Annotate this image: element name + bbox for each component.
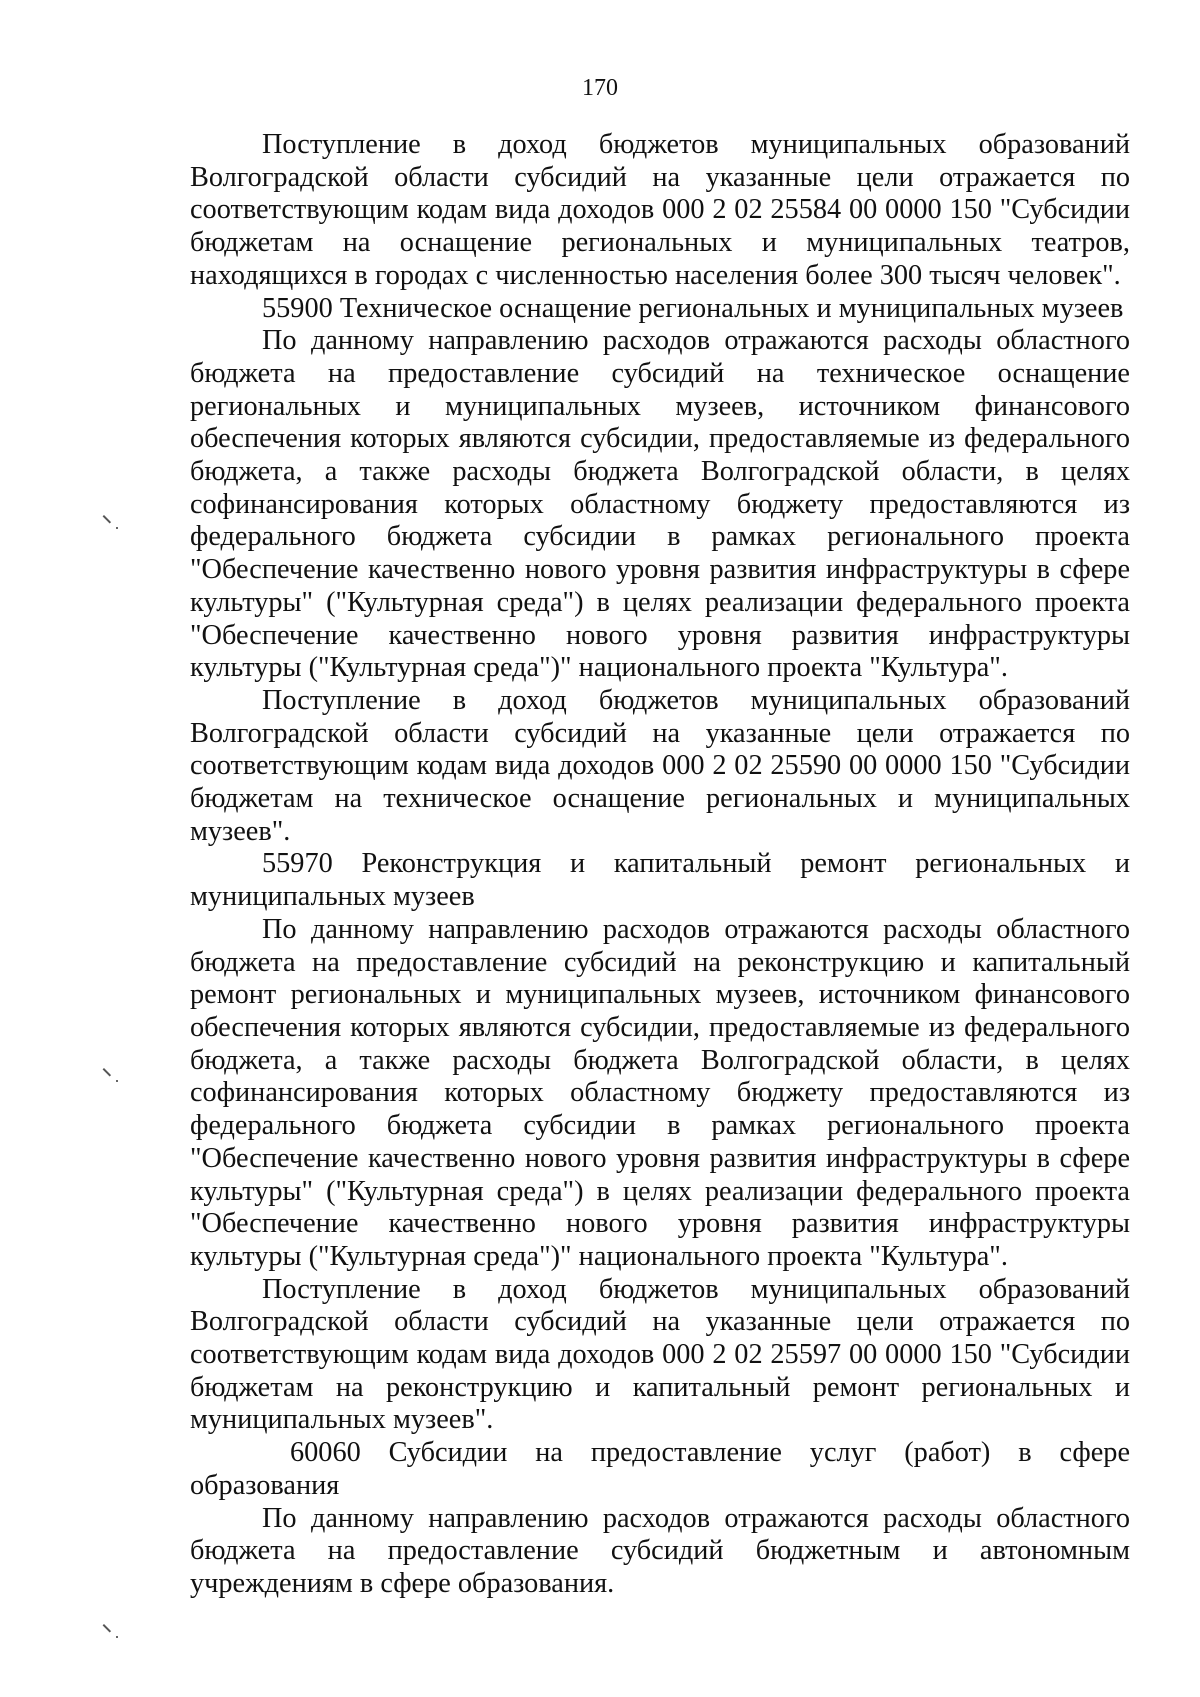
document-body <box>190 129 1130 1601</box>
paragraph-income-theatres: Поступление в доход бюджетов муниципальных образований Волгоградской области субсидий на указанные цели отражается по соответствующим кодам вида доходов 000 2 02 25584 00 0000 150 "Субсидии бюджетам на оснащение региональных и муниципальных театров, находящихся в городах с численностью населения более 300 тысяч человек". <box>190 129 1130 291</box>
page-number: 170 <box>582 75 618 101</box>
section-heading-55900: 55900 Техническое оснащение региональных и муниципальных музеев <box>262 292 1124 324</box>
paragraph-expenses-museum-reconstruction: По данному направлению расходов отражаются расходы областного бюджета на предоставление субсидий на реконструкцию и капитальный ремонт региональных и муниципальных музеев, источником финансового обеспечения которых являются субсидии, предоставляемые из федерального бюджета, а также расходы бюджета Волгоградской области, в целях софинансирования которых областному бюджету предоставляются из федерального бюджета субсидии в рамках регионального проекта "Обеспечение качественно нового уровня развития инфраструктуры в сфере культуры" ("Культурная среда") в целях реализации федерального проекта "Обеспечение качественно нового уровня развития инфраструктуры культуры ("Культурная среда")" национального проекта "Культура". <box>190 913 1130 1272</box>
scan-mark <box>104 1624 118 1638</box>
paragraph-expenses-museum-equipment: По данному направлению расходов отражаются расходы областного бюджета на предоставление субсидий на техническое оснащение региональных и муниципальных музеев, источником финансового обеспечения которых являются субсидии, предоставляемые из федерального бюджета, а также расходы бюджета Волгоградской области, в целях софинансирования которых областному бюджету предоставляются из федерального бюджета субсидии в рамках регионального проекта "Обеспечение качественно нового уровня развития инфраструктуры в сфере культуры" ("Культурная среда") в целях реализации федерального проекта "Обеспечение качественно нового уровня развития инфраструктуры культуры ("Культурная среда")" национального проекта "Культура". <box>190 325 1130 684</box>
section-heading-60060: 60060 Субсидии на предоставление услуг (работ) в сфере образования <box>190 1437 1130 1501</box>
scan-mark <box>104 515 118 529</box>
scan-mark <box>104 1068 118 1082</box>
paragraph-income-museum-reconstruction: Поступление в доход бюджетов муниципальных образований Волгоградской области субсидий на указанные цели отражается по соответствующим кодам вида доходов 000 2 02 25597 00 0000 150 "Субсидии бюджетам на реконструкцию и капитальный ремонт региональных и муниципальных музеев". <box>190 1273 1130 1436</box>
paragraph-expenses-education: По данному направлению расходов отражаются расходы областного бюджета на предоставление субсидий бюджетным и автономным учреждениям в сфере образования. <box>190 1502 1130 1599</box>
section-heading-55970: 55970 Реконструкция и капитальный ремонт региональных и муниципальных музеев <box>190 848 1130 913</box>
paragraph-income-museum-equipment: Поступление в доход бюджетов муниципальных образований Волгоградской области субсидий на указанные цели отражается по соответствующим кодам вида доходов 000 2 02 25590 00 0000 150 "Субсидии бюджетам на техническое оснащение региональных и муниципальных музеев". <box>190 684 1130 847</box>
